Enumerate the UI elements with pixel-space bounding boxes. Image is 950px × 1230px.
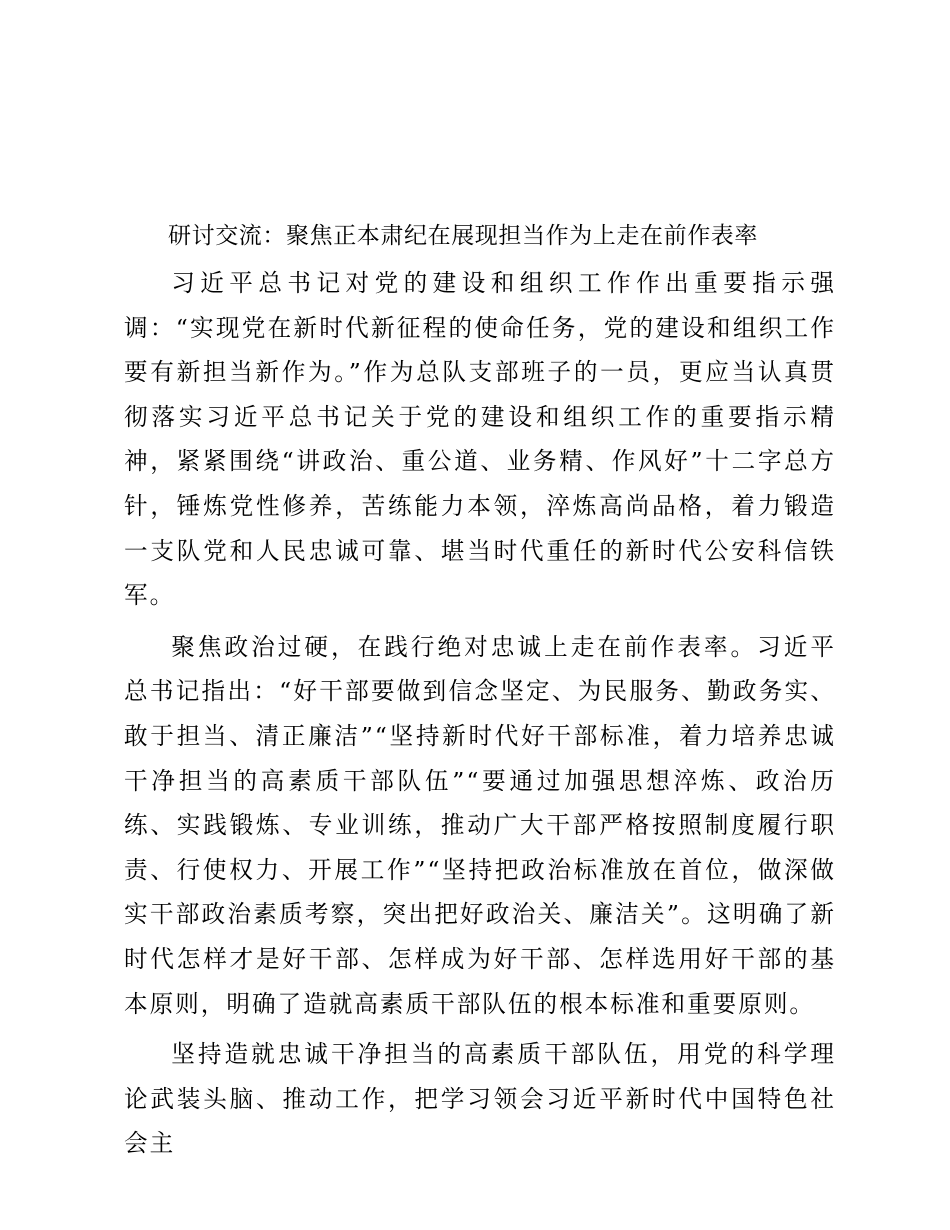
paragraph-1: 习近平总书记对党的建设和组织工作作出重要指示强调：“实现党在新时代新征程的使命任务，党的建设和组织工作要有新担当新作为。”作为总队支部班子的一员，更应当认真贯彻落实习近平总书记关于党的建设和组织工作的重要指示精神，紧紧围绕“讲政治、重公道、业务精、作风好”十二字总方针，锤炼党性修养，苦练能力本领，淬炼高尚品格，着力锻造一支队党和人民忠诚可靠、堪当时代重任的新时代公安科信铁军。 — [124, 269, 836, 610]
paragraph-3: 坚持造就忠诚干净担当的高素质干部队伍，用党的科学理论武装头脑、推动工作，把学习领会习近平新时代中国特色社会主 — [124, 1040, 836, 1158]
document-body — [124, 261, 836, 1166]
paragraph-2: 聚焦政治过硬，在践行绝对忠诚上走在前作表率。习近平总书记指出：“好干部要做到信念坚定、为民服务、勤政务实、敢于担当、清正廉洁”“坚持新时代好干部标准，着力培养忠诚干净担当的高素质干部队伍”“要通过加强思想淬炼、政治历练、实践锻炼、专业训练，推动广大干部严格按照制度履行职责、行使权力、开展工作”“坚持把政治标准放在首位，做深做实干部政治素质考察，突出把好政治关、廉洁关”。这明确了新时代怎样才是好干部、怎样成为好干部、怎样选用好干部的基本原则，明确了造就高素质干部队伍的根本标准和重要原则。 — [124, 632, 836, 1018]
document-title: 研讨交流：聚焦正本肃纪在展现担当作为上走在前作表率 — [168, 223, 758, 249]
